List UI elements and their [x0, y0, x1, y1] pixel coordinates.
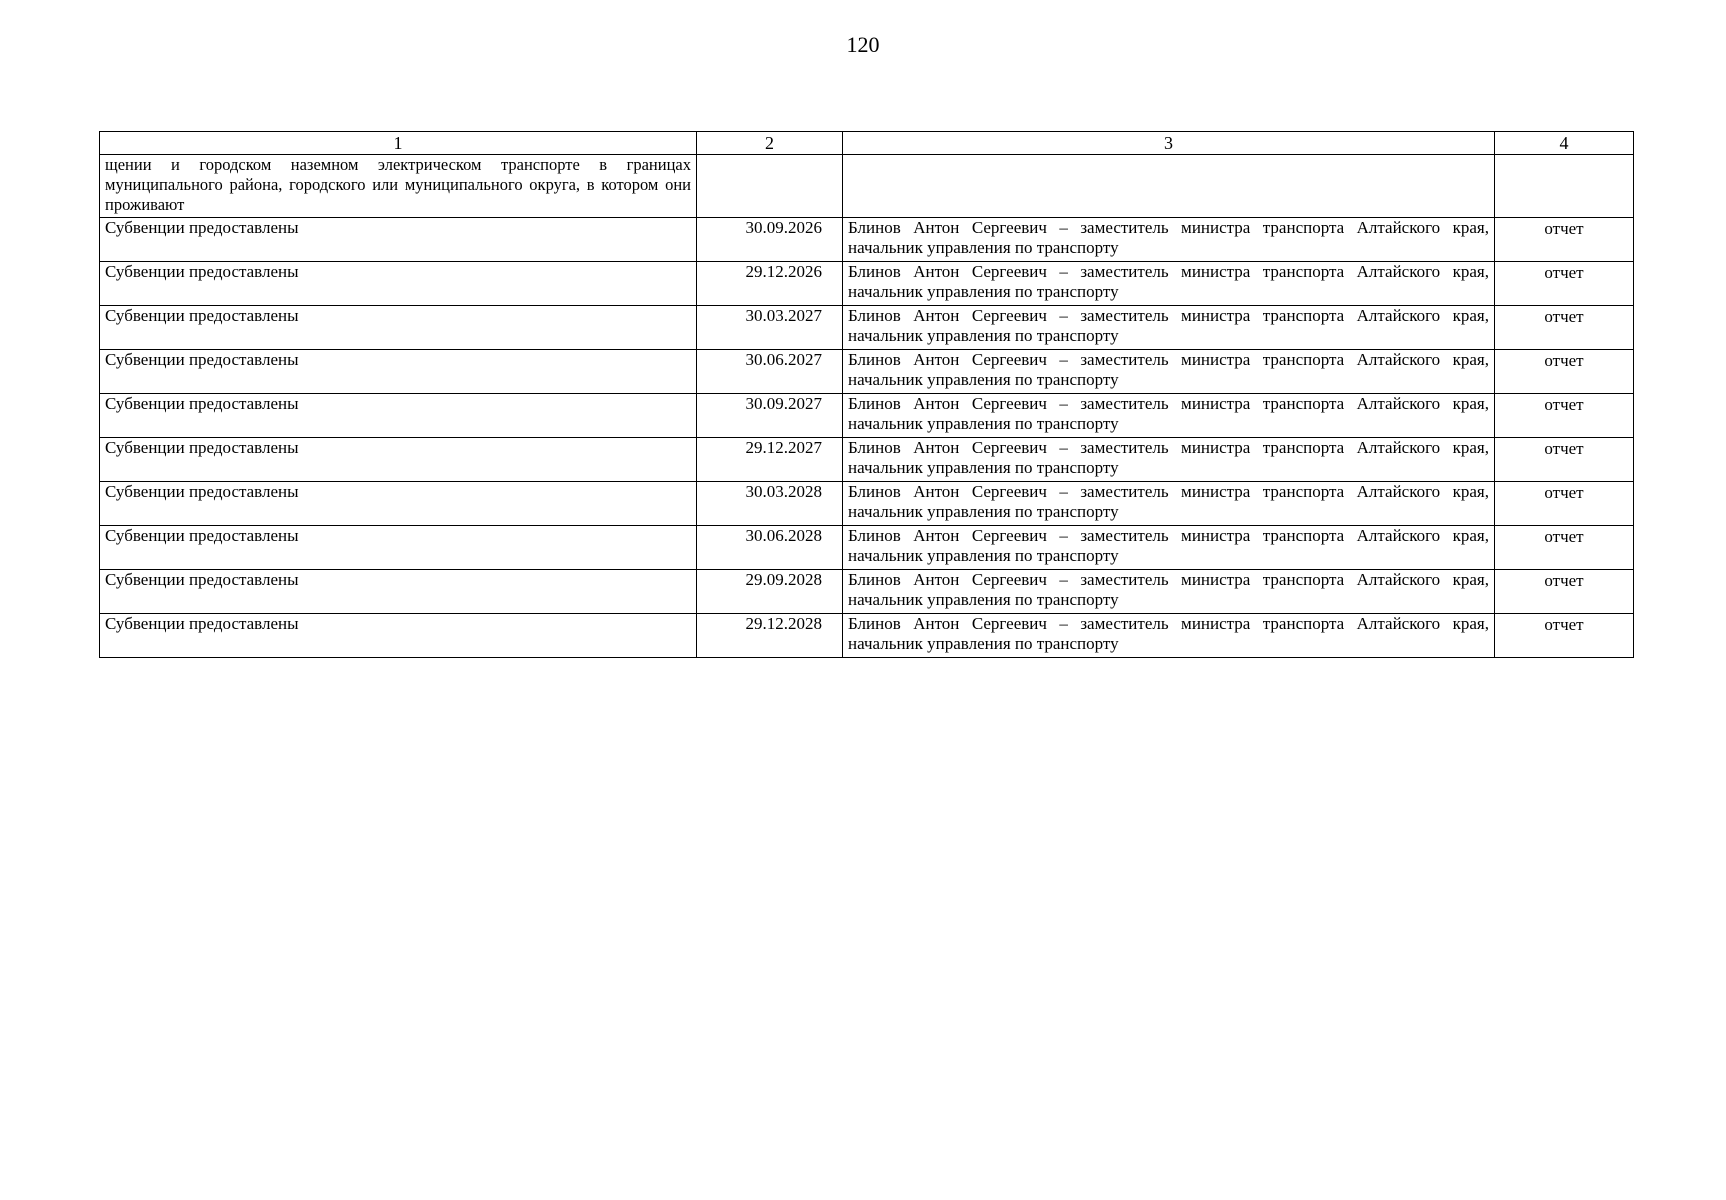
date-cell: 30.03.2028	[697, 482, 843, 526]
table-row	[100, 350, 1634, 394]
event-cell: Субвенции предоставлены	[100, 570, 697, 614]
event-cell: Субвенции предоставлены	[100, 438, 697, 482]
date-cell: 30.03.2027	[697, 306, 843, 350]
event-cell: Субвенции предоставлены	[100, 262, 697, 306]
date-cell: 29.12.2028	[697, 614, 843, 658]
responsible-cell: Блинов Антон Сергеевич – заместитель министра транспорта Алтайского края, начальник управления по транспорту	[843, 262, 1495, 306]
column-header-1: 1	[100, 132, 697, 155]
continuation-text: щении и городском наземном электрическом транспорте в границах муниципального района, городского или муниципального округа, в котором они проживают	[100, 155, 697, 218]
event-cell: Субвенции предоставлены	[100, 306, 697, 350]
responsible-cell: Блинов Антон Сергеевич – заместитель министра транспорта Алтайского края, начальник управления по транспорту	[843, 438, 1495, 482]
date-cell: 29.12.2027	[697, 438, 843, 482]
event-cell: Субвенции предоставлены	[100, 482, 697, 526]
responsible-cell: Блинов Антон Сергеевич – заместитель министра транспорта Алтайского края, начальник управления по транспорту	[843, 218, 1495, 262]
form-cell: отчет	[1495, 218, 1634, 262]
date-cell: 30.09.2026	[697, 218, 843, 262]
form-cell: отчет	[1495, 394, 1634, 438]
table-row	[100, 218, 1634, 262]
responsible-cell: Блинов Антон Сергеевич – заместитель министра транспорта Алтайского края, начальник управления по транспорту	[843, 482, 1495, 526]
table-row	[100, 482, 1634, 526]
header-row	[100, 132, 1634, 155]
form-cell: отчет	[1495, 438, 1634, 482]
continuation-form-cell	[1495, 155, 1634, 218]
form-cell: отчет	[1495, 350, 1634, 394]
event-cell: Субвенции предоставлены	[100, 526, 697, 570]
table-row	[100, 306, 1634, 350]
form-cell: отчет	[1495, 526, 1634, 570]
responsible-cell: Блинов Антон Сергеевич – заместитель министра транспорта Алтайского края, начальник управления по транспорту	[843, 306, 1495, 350]
continuation-row	[100, 155, 1634, 218]
event-cell: Субвенции предоставлены	[100, 614, 697, 658]
responsible-cell: Блинов Антон Сергеевич – заместитель министра транспорта Алтайского края, начальник управления по транспорту	[843, 350, 1495, 394]
date-cell: 29.12.2026	[697, 262, 843, 306]
date-cell: 29.09.2028	[697, 570, 843, 614]
continuation-responsible-cell	[843, 155, 1495, 218]
responsible-cell: Блинов Антон Сергеевич – заместитель министра транспорта Алтайского края, начальник управления по транспорту	[843, 570, 1495, 614]
table-row	[100, 438, 1634, 482]
responsible-cell: Блинов Антон Сергеевич – заместитель министра транспорта Алтайского края, начальник управления по транспорту	[843, 526, 1495, 570]
date-cell: 30.09.2027	[697, 394, 843, 438]
form-cell: отчет	[1495, 306, 1634, 350]
responsible-cell: Блинов Антон Сергеевич – заместитель министра транспорта Алтайского края, начальник управления по транспорту	[843, 614, 1495, 658]
form-cell: отчет	[1495, 614, 1634, 658]
responsible-cell: Блинов Антон Сергеевич – заместитель министра транспорта Алтайского края, начальник управления по транспорту	[843, 394, 1495, 438]
form-cell: отчет	[1495, 482, 1634, 526]
form-cell: отчет	[1495, 262, 1634, 306]
column-header-4: 4	[1495, 132, 1634, 155]
continuation-date-cell	[697, 155, 843, 218]
table-row	[100, 570, 1634, 614]
event-cell: Субвенции предоставлены	[100, 350, 697, 394]
schedule-table	[99, 131, 1634, 658]
form-cell: отчет	[1495, 570, 1634, 614]
event-cell: Субвенции предоставлены	[100, 218, 697, 262]
date-cell: 30.06.2028	[697, 526, 843, 570]
table-row	[100, 614, 1634, 658]
page-number: 120	[846, 32, 880, 57]
event-cell: Субвенции предоставлены	[100, 394, 697, 438]
table-row	[100, 262, 1634, 306]
table-row	[100, 394, 1634, 438]
column-header-2: 2	[697, 132, 843, 155]
table-row	[100, 526, 1634, 570]
column-header-3: 3	[843, 132, 1495, 155]
date-cell: 30.06.2027	[697, 350, 843, 394]
